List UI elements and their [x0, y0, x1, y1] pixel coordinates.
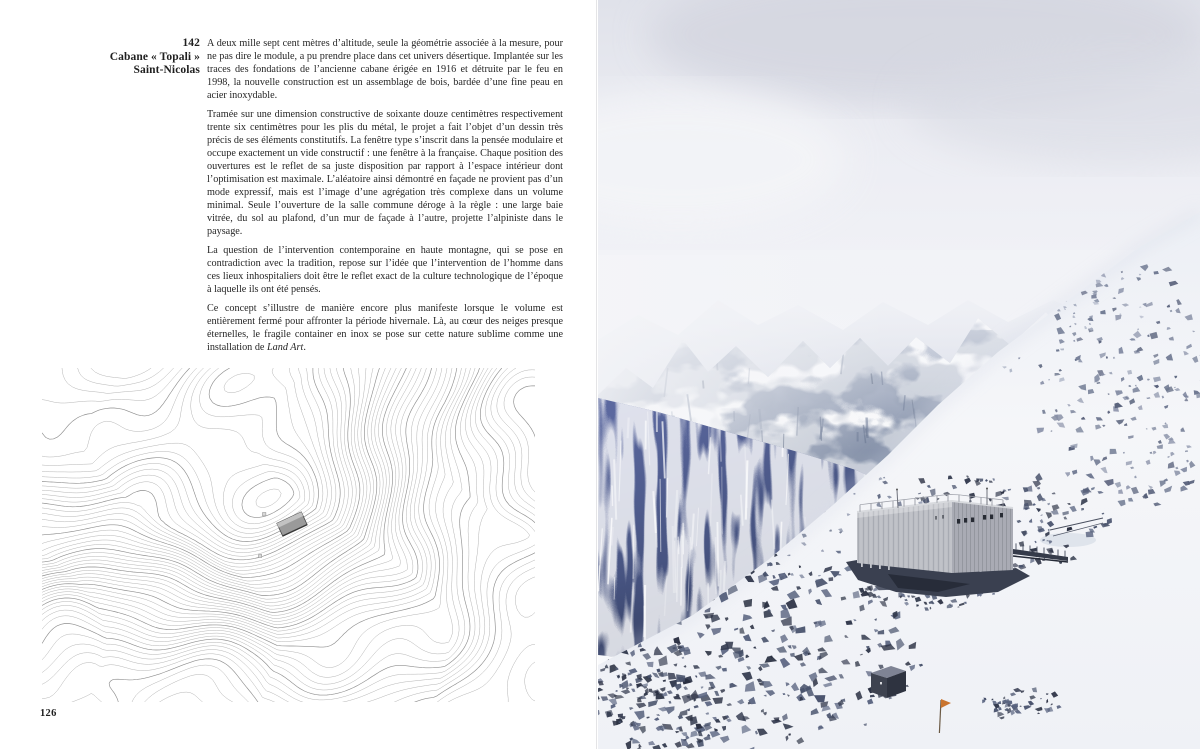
site-plan-figure — [42, 368, 535, 702]
italic-term: Land Art — [266, 342, 304, 353]
site-plan-symbols — [259, 512, 308, 558]
paragraph: La question de l’intervention contemporaine en haute montagne, qui se pose en contradiction avec la tradition, repose sur l’idée que l’intervention de l’homme dans ces lieux inhospitaliers doit être le reflet exact de la culture technologique de l’époque à laquelle ils ont été pensés. — [207, 245, 563, 295]
page-gutter — [596, 0, 597, 749]
mountain-photo — [598, 0, 1200, 749]
page-left — [0, 0, 597, 749]
folio-page-number: 126 — [40, 708, 57, 719]
article-subtitle: Saint-Nicolas — [133, 64, 200, 76]
paragraph — [207, 302, 563, 354]
contour-lines — [42, 368, 535, 702]
article-title: Cabane « Topali » — [109, 50, 200, 63]
article-header — [40, 37, 200, 78]
paragraph: A deux mille sept cent mètres d’altitude, seule la géométrie associée à la mesure, pour ne pas dire le module, a pu prendre place dans cet univers désertique. Implantée sur les traces des fondations de l’ancienne cabane érigée en 1916 et détruite par le feu en 1998, la nouvelle construction est un assemblage de bois, bardée d’une fine peau en acier inoxydable. — [207, 38, 563, 101]
plan-marker — [263, 513, 266, 516]
site-plan-drawing — [42, 368, 535, 702]
plan-marker — [259, 555, 262, 558]
article-body — [207, 37, 563, 360]
article-number: 142 — [182, 37, 200, 49]
page-right — [598, 0, 1200, 749]
paragraph-suffix: . — [303, 342, 306, 353]
cabin-footprint — [277, 512, 307, 536]
paragraph: Tramée sur une dimension constructive de soixante douze centimètres respectivement trente six centimètres pour les plis du métal, le projet a fait l’objet d’un dessin très précis de ses éléments constitutifs. La fenêtre type s’inscrit dans la pensée modulaire et occupe exactement un vide constructif : une fenêtre à la française. Chaque position des ouvertures est le reflet de sa juste disposition par rapport à l’espace intérieur dont l’optimisation est maximale. L’aléatoire ainsi démontré en façade ne provient pas d’un mode expressif, mais est l’image d’une agrégation très complexe dans un volume minimal. Seule l’ouverture de la salle commune déroge à la règle : une large baie vitrée, du sol au plafond, d’un mur de façade à l’autre, projette l’alpiniste dans le paysage. — [207, 109, 563, 237]
paragraph-text: Ce concept s’illustre de manière encore plus manifeste lorsque le volume est entièrement fermé pour affronter la période hivernale. Là, au cœur des neiges presque éternelles, le fragile container en inox se pose sur cette nature sublime comme une installation de — [207, 303, 563, 353]
cabin-right-facade — [952, 501, 1013, 573]
